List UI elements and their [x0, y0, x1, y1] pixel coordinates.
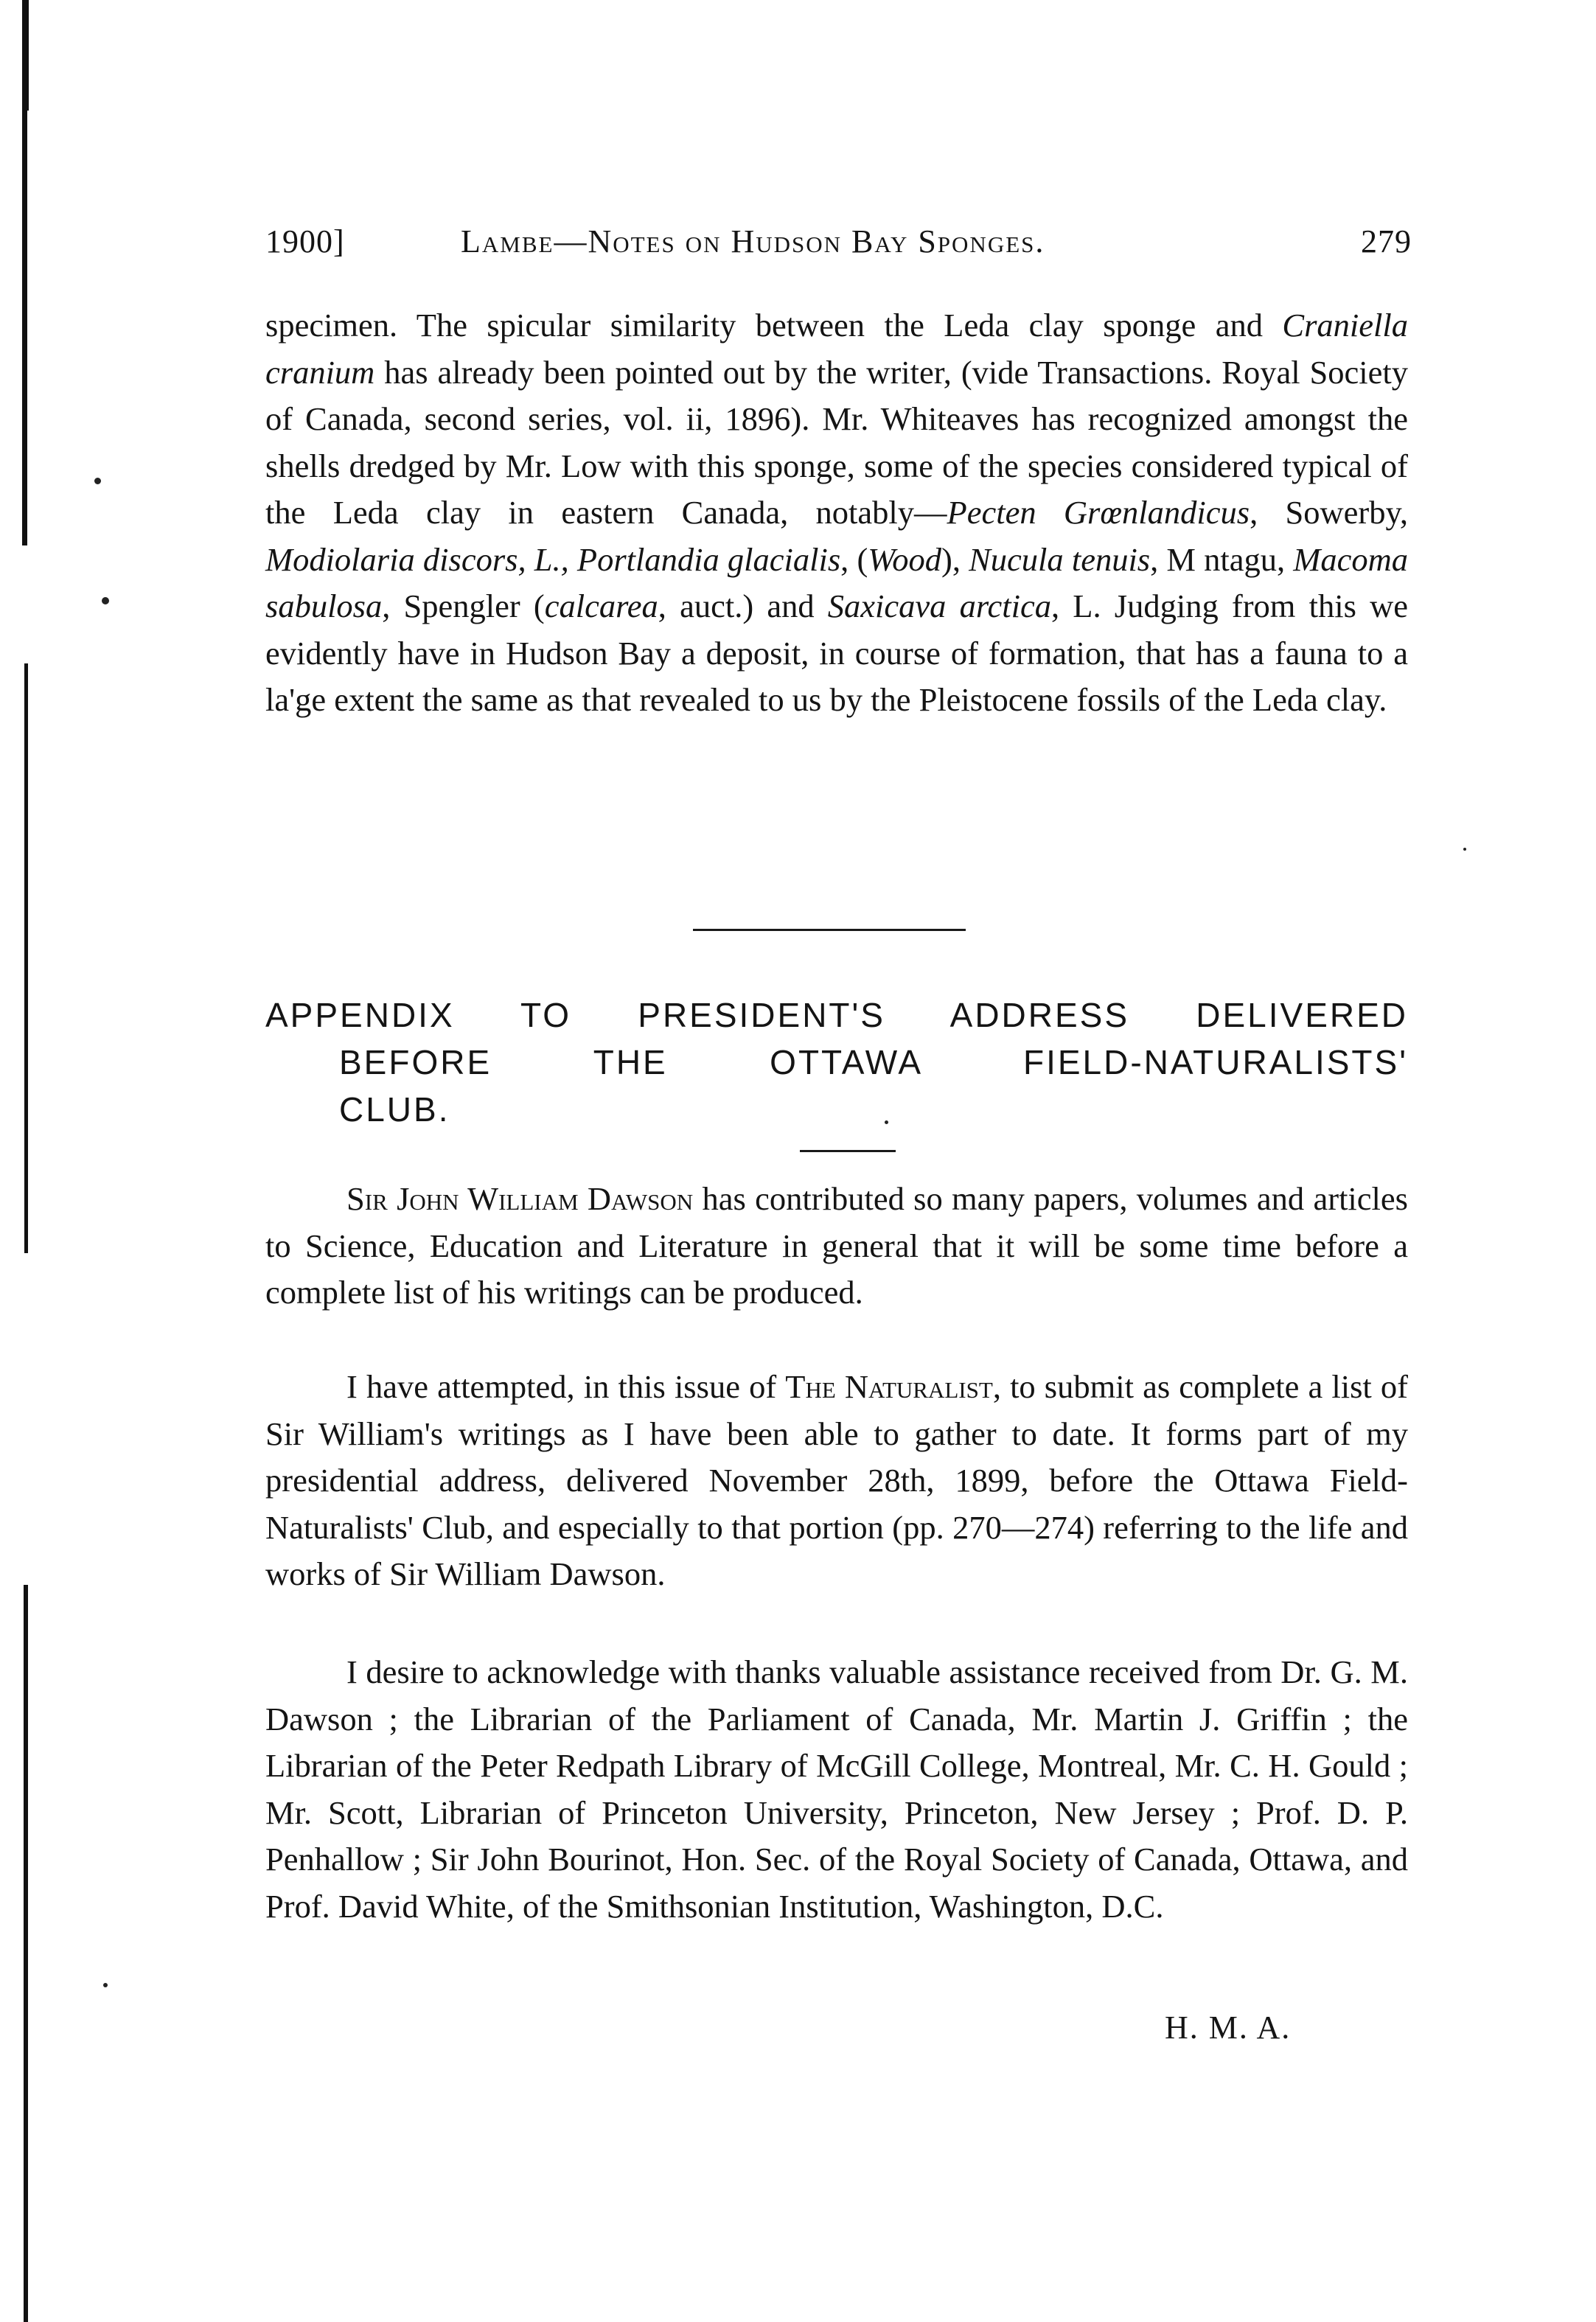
- running-header: [265, 223, 1412, 282]
- publication-title: The Naturalist: [785, 1368, 993, 1405]
- text-run: I have attempted, in this issue of: [346, 1368, 786, 1405]
- species-name: Pecten Grœnlandicus: [947, 494, 1250, 531]
- scan-edge-mark: [24, 663, 28, 1253]
- species-name: Saxicava arctica: [827, 588, 1051, 624]
- scan-edge-mark: [22, 103, 27, 545]
- author-initials: H. M. A.: [1165, 2009, 1292, 2046]
- scan-speck: [1463, 848, 1466, 851]
- paragraph-list-attempt: [265, 1364, 1408, 1598]
- section-divider: [693, 929, 966, 931]
- heading-line: CLUB.: [339, 1090, 450, 1129]
- species-name: calcarea: [544, 588, 658, 624]
- person-name: Sir John William Dawson: [346, 1180, 694, 1217]
- species-name: Nucula tenuis: [969, 540, 1151, 578]
- header-year: 1900]: [265, 223, 345, 259]
- species-name: Macoma sabulosa: [265, 540, 1408, 624]
- header-running-title: Lambe—Notes on Hudson Bay Sponges.: [461, 223, 1045, 259]
- paragraph-acknowledgements: I desire to acknowledge with thanks valuable assistance received from Dr. G. M. Dawson ; the Librarian of the Parliament of Canada, Mr. Martin J. Griffin ; the Librarian of the Peter Redpath Library of McGill College, Montreal, Mr. C. H. Gould ; Mr. Scott, Librarian of Princeton University, Princeton, New Jersey ; Prof. D. P. Penhallow ; Sir John Bourinot, Hon. Sec. of the Royal Society of Canada, Ottawa, and Prof. David White, of the Smithsonian Institution, Washington, D.C.: [265, 1653, 1408, 1925]
- scan-speck: [103, 1983, 108, 1987]
- appendix-heading: [265, 991, 1408, 1133]
- text-run: specimen. The spicular similarity between the Leda clay sponge and: [265, 307, 1283, 344]
- heading-line: BEFORE THE OTTAWA FIELD-NATURALISTS': [339, 1043, 1408, 1081]
- text-run: has already been pointed out by the writer, (vide Transactions. Royal Society of Canada, second series, vol. ii, 1896). Mr. Whiteaves has recognized amongst the shells dredged by Mr. Low with this sponge, some of the species considered typical of the Leda clay in eastern Canada, notably—: [265, 353, 1408, 531]
- paragraph-sponge-notes: [265, 302, 1408, 724]
- scan-speck: [94, 478, 101, 484]
- species-name: Craniella cranium: [265, 307, 1408, 391]
- page-number: 279: [1361, 223, 1412, 259]
- scan-speck: [102, 597, 109, 604]
- text-run: , (: [840, 540, 868, 578]
- text-run: ),: [941, 540, 969, 578]
- heading-line: APPENDIX TO PRESIDENT'S ADDRESS DELIVERED: [265, 996, 1408, 1034]
- text-run: has contributed so many papers, volumes and articles to Science, Education and Literature in general that it will be some time before a complete list of his writings can be produced.: [265, 1180, 1408, 1311]
- text-run: , to submit as complete a list of Sir William's writings as I have been able to gather to date. It forms part of my presidential address, delivered November 28th, 1899, before the Ottawa Field-Naturalists' Club, and especially to that portion (pp. 270—274) referring to the life and works of Sir William Dawson.: [265, 1368, 1408, 1592]
- scan-edge-mark: [24, 1585, 28, 2322]
- species-name: Modiolaria discors, L., Portlandia glacialis: [265, 540, 841, 578]
- text-run: , M ntagu,: [1150, 540, 1294, 578]
- text-run: , Sowerby,: [1250, 494, 1408, 531]
- scan-edge-mark: [22, 0, 29, 111]
- paragraph-dawson-intro: [265, 1176, 1408, 1317]
- heading-divider: [800, 1150, 896, 1152]
- text-run: , Spengler (: [382, 588, 545, 624]
- species-author: Wood: [868, 540, 942, 578]
- text-run: , auct.) and: [658, 588, 828, 624]
- text-run: , L. Judging from this we evidently have in Hudson Bay a deposit, in course of formation, that has a fauna to a la'ge extent the same as that revealed to us by the Pleistocene fossils of the Leda clay.: [265, 588, 1408, 718]
